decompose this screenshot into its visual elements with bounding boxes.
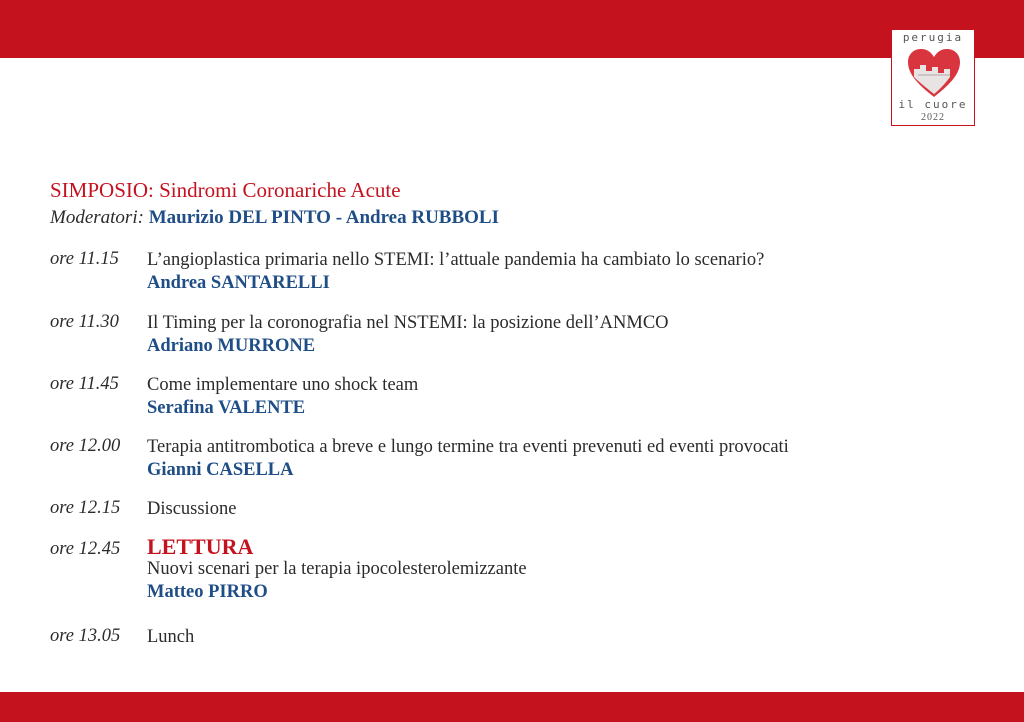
item-speaker: Andrea SANTARELLI: [147, 273, 330, 293]
item-speaker: Adriano MURRONE: [147, 336, 316, 356]
item-talk: Come implementare uno shock team: [147, 375, 419, 395]
item-talk: Terapia antitrombotica a breve e lungo termine tra eventi prevenuti ed eventi provocati: [147, 437, 789, 457]
moderators-names: Maurizio DEL PINTO - Andrea RUBBOLI: [148, 207, 499, 228]
item-time: ore 12.00: [50, 436, 121, 456]
logo-year: 2022: [921, 112, 945, 123]
item-time: ore 12.15: [50, 498, 121, 518]
item-time: ore 11.15: [50, 249, 119, 269]
item-speaker: Serafina VALENTE: [147, 398, 306, 418]
item-speaker: Gianni CASELLA: [147, 460, 294, 480]
item-talk: Discussione: [147, 499, 237, 519]
item-time: ore 12.45: [50, 539, 121, 559]
lettura-heading: LETTURA: [147, 534, 254, 559]
item-talk: Lunch: [147, 627, 195, 647]
logo-top-text: perugia: [902, 31, 964, 44]
item-talk: Il Timing per la coronografia nel NSTEMI: la posizione dell’ANMCO: [147, 313, 669, 333]
item-time: ore 13.05: [50, 626, 121, 646]
logo-bottom-text: il cuore: [898, 98, 968, 111]
moderators-label: Moderatori:: [50, 207, 144, 228]
item-time: ore 11.45: [50, 374, 119, 394]
item-time: ore 11.30: [50, 312, 119, 332]
item-talk: Nuovi scenari per la terapia ipocolesterolemizzante: [147, 559, 527, 579]
bottom-red-band: [0, 692, 1024, 722]
item-speaker: Matteo PIRRO: [147, 582, 268, 602]
item-talk: L’angioplastica primaria nello STEMI: l’attuale pandemia ha cambiato lo scenario?: [147, 250, 765, 270]
heart-icon: [906, 47, 962, 99]
moderators-line: [50, 207, 499, 229]
top-red-band: [0, 0, 1024, 58]
event-logo: [891, 29, 975, 126]
session-title: SIMPOSIO: Sindromi Coronariche Acute: [50, 178, 401, 202]
